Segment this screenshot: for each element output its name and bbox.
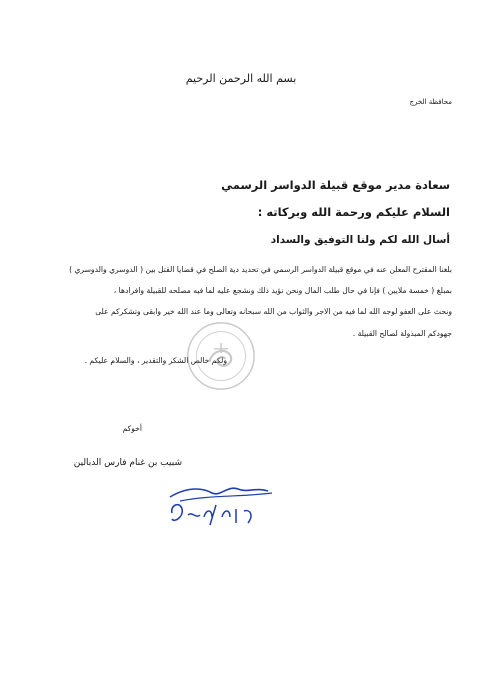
official-stamp <box>185 320 257 392</box>
signer-name: شبيب بن غنام فارس الدبالين <box>73 458 182 468</box>
closing-line: ولكم خالص الشكر والتقدير ، والسلام عليكم . <box>84 356 227 365</box>
greeting-line: السلام عليكم ورحمة الله وبركاته : <box>257 205 450 219</box>
basmala: بسم الله الرحمن الرحيم <box>185 72 297 85</box>
wish-line: أسال الله لكم ولنا التوفيق والسداد <box>270 234 450 246</box>
salutation-line: سعادة مدير موقع قبيلة الدواسر الرسمي <box>221 178 450 192</box>
governorate-label: محافظة الخرج <box>409 98 452 106</box>
paragraph-line: بلغنا المقترح المعلن عنه في موقع قبيلة الدواسر الرسمي في تحديد دية الصلح في قضايا القتل بين ( الدوسري والدوسري ) <box>69 265 452 274</box>
paragraph-line: جهودكم المبذولة لصالح القبيلة . <box>352 329 452 338</box>
handwritten-signature <box>150 475 290 535</box>
paragraph-line: ونحث على العفو لوجه الله لما فيه من الاجر والثواب من الله سبحانه وتعالى وما عند الله خير وابقى وتشكركم على <box>95 307 452 316</box>
paragraph-line: بمبلغ ( خمسة ملايين ) فإنا في حال طلب المال ونحن نؤيد ذلك ونشجع عليه لما فيه مصلحه للقبيلة وافرادها ، <box>113 286 452 295</box>
sender-brother-label: أخوكم <box>122 424 142 433</box>
